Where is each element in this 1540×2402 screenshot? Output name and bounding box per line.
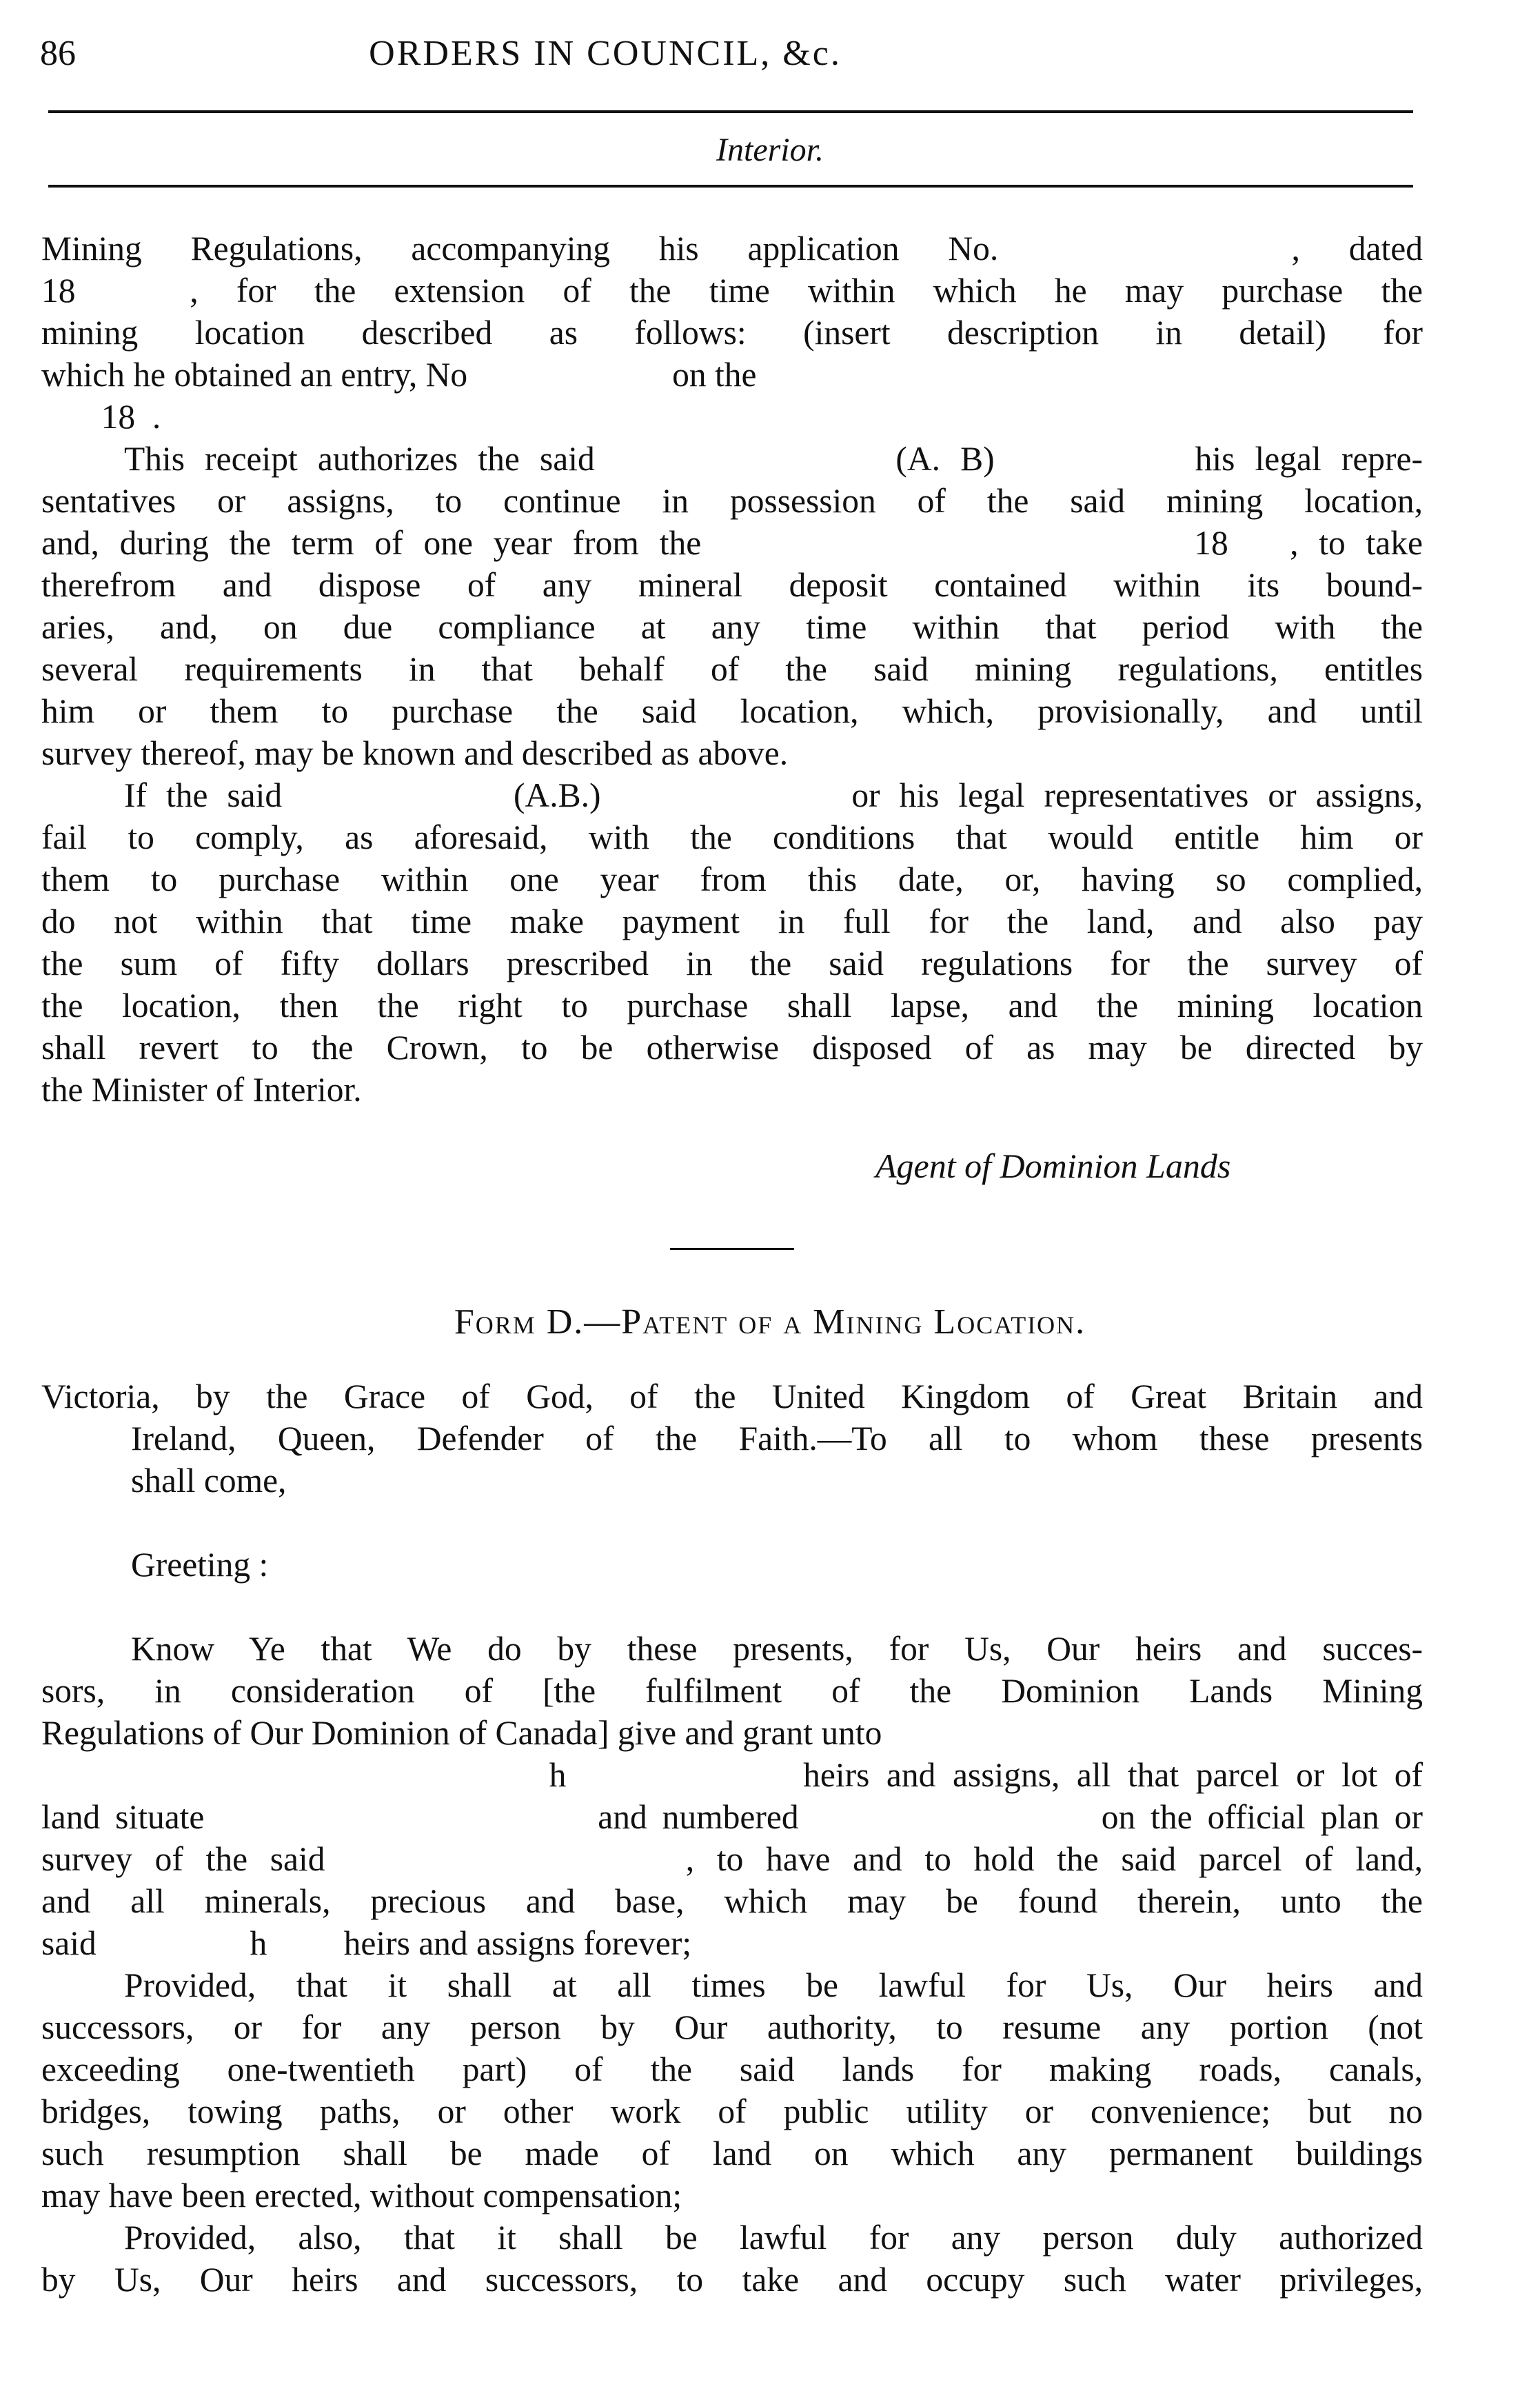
text-line: exceeding one-twentieth part) of the said lands for making roads, canals, [41,2050,1423,2088]
text-line: mining location described as follows: (insert description in detail) for [41,314,1423,352]
form-title: Form D.—Patent of a Mining Location. [454,1302,1086,1342]
text-line: said h heirs and assigns forever; [41,1924,692,1962]
text-line: them to purchase within one year from this date, or, having so complied, [41,860,1423,898]
text-line: the Minister of Interior. [41,1071,362,1109]
header-rule-bottom [48,185,1413,188]
text-line: Greeting : [131,1546,269,1584]
text-line: aries, and, on due compliance at any time within that period with the [41,608,1423,646]
text-line: by Us, Our heirs and successors, to take and occupy such water privileges, [41,2261,1423,2299]
text-line: several requirements in that behalf of the said mining regulations, entitles [41,650,1423,688]
text-line: 18 . [41,398,161,436]
text-line: Ireland, Queen, Defender of the Faith.—To all to whom these presents [131,1420,1423,1457]
receipt-text [41,228,1423,1111]
text-line: sentatives or assigns, to continue in possession of the said mining location, [41,482,1423,520]
text-line: bridges, towing paths, or other work of public utility or convenience; but no [41,2092,1423,2130]
text-line: shall revert to the Crown, to be otherwise disposed of as may be directed by [41,1029,1423,1067]
text-line: survey of the said , to have and to hold the said parcel of land, [41,1840,1423,1878]
text-line: do not within that time make payment in full for the land, and also pay [41,902,1423,940]
text-line: 18 , for the extension of the time within which he may purchase the [41,272,1423,310]
text-line: If the said (A.B.) or his legal representatives or assigns, [124,776,1423,814]
text-line: successors, or for any person by Our authority, to resume any portion (not [41,2008,1423,2046]
text-line: therefrom and dispose of any mineral deposit contained within its bound- [41,566,1423,604]
text-line [41,1586,1423,1628]
text-line: survey thereof, may be known and described as above. [41,734,789,772]
patent-text [41,1375,1423,2301]
header-rule-top [48,110,1413,113]
text-line: may have been erected, without compensation; [41,2177,682,2214]
text-line: sors, in consideration of [the fulfilment of the Dominion Lands Mining [41,1672,1423,1710]
page-header [40,33,1412,74]
signature-line: Agent of Dominion Lands [875,1147,1231,1185]
text-line: him or them to purchase the said location, which, provisionally, and until [41,692,1423,730]
page-number: 86 [40,34,76,73]
text-line: Know Ye that We do by these presents, for Us, Our heirs and succes- [131,1630,1423,1668]
text-line: and all minerals, precious and base, which may be found therein, unto the [41,1882,1423,1920]
text-line: This receipt authorizes the said (A. B) his legal repre- [124,440,1423,478]
text-line: such resumption shall be made of land on which any permanent buildings [41,2134,1423,2172]
text-line: Regulations of Our Dominion of Canada] give and grant unto [41,1714,882,1752]
text-line [41,1502,1423,1544]
text-line: shall come, [131,1462,287,1500]
text-line: Provided, also, that it shall be lawful for any person duly authorized [124,2219,1423,2257]
text-line: fail to comply, as aforesaid, with the conditions that would entitle him or [41,818,1423,856]
section-title: Interior. [716,132,824,168]
text-line: land situate and numbered on the official plan or [41,1798,1423,1836]
section-divider [670,1248,794,1250]
text-line: h heirs and assigns, all that parcel or lot of [41,1756,1423,1794]
text-line: Provided, that it shall at all times be lawful for Us, Our heirs and [124,1966,1423,2004]
text-line: and, during the term of one year from the 18 , to take [41,524,1423,562]
text-line: the sum of fifty dollars prescribed in the said regulations for the survey of [41,945,1423,982]
text-line: the location, then the right to purchase shall lapse, and the mining location [41,987,1423,1025]
text-line: Victoria, by the Grace of God, of the United Kingdom of Great Britain and [41,1377,1423,1415]
running-title: ORDERS IN COUNCIL, &c. [369,34,842,73]
text-line: which he obtained an entry, No on the [41,356,757,394]
text-line: Mining Regulations, accompanying his application No. , dated [41,230,1423,268]
